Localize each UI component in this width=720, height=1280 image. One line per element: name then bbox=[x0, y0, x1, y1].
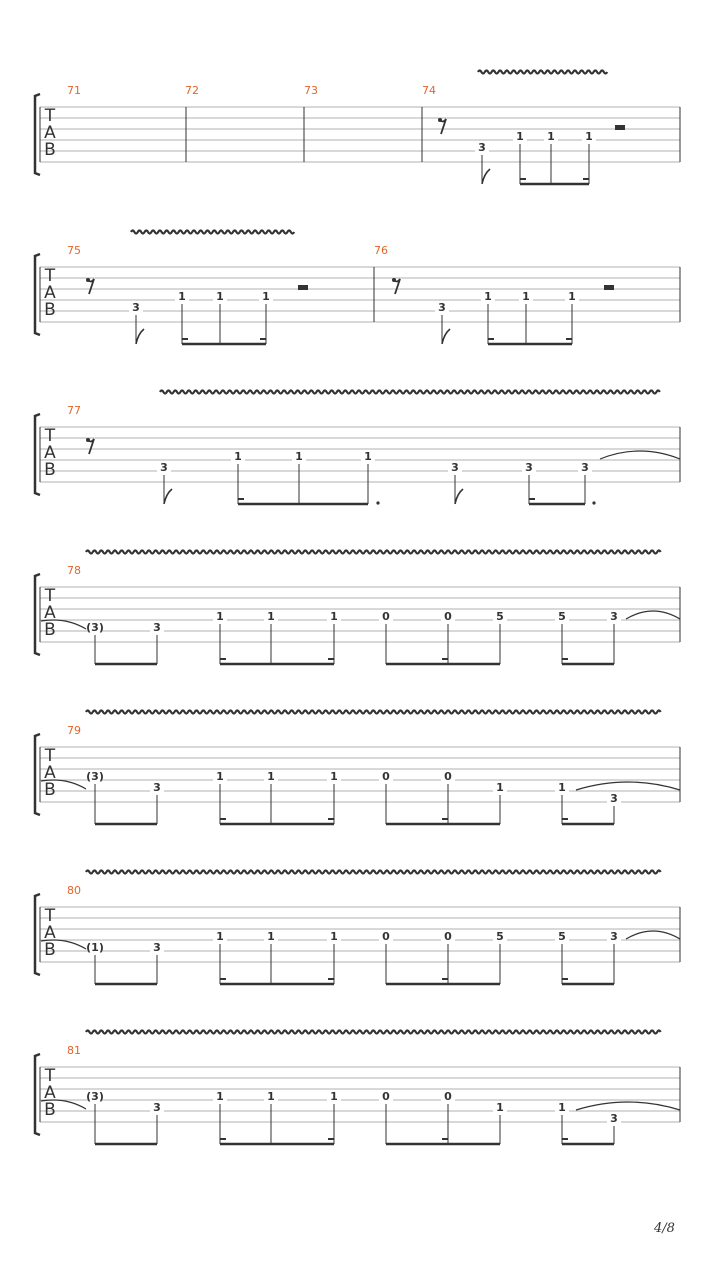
fret-number: 1 bbox=[558, 781, 566, 794]
fret-number: 1 bbox=[216, 1090, 224, 1103]
fret-number: 3 bbox=[153, 781, 161, 794]
system-bracket bbox=[35, 894, 40, 975]
fret-number: 1 bbox=[262, 290, 270, 303]
fret-number: 3 bbox=[581, 461, 589, 474]
clef-letter-t: T bbox=[44, 266, 56, 286]
fret-number: 3 bbox=[153, 1101, 161, 1114]
eighth-rest-dot bbox=[86, 278, 90, 282]
measure-number: 80 bbox=[67, 884, 81, 897]
measure-number: 71 bbox=[67, 84, 81, 97]
clef-letter-b: B bbox=[44, 140, 56, 160]
tie bbox=[626, 611, 680, 619]
system-bracket bbox=[35, 414, 40, 495]
fret-number: 3 bbox=[438, 301, 446, 314]
clef-letter-a: A bbox=[44, 1083, 56, 1103]
fret-number: 5 bbox=[558, 610, 566, 623]
system-bracket bbox=[35, 94, 40, 175]
vibrato-line bbox=[86, 551, 661, 554]
clef-letter-b: B bbox=[44, 460, 56, 480]
fret-number: 3 bbox=[160, 461, 168, 474]
fret-number: 1 bbox=[216, 290, 224, 303]
fret-number: 3 bbox=[451, 461, 459, 474]
fret-number: 3 bbox=[153, 941, 161, 954]
fret-number: 1 bbox=[267, 1090, 275, 1103]
clef-letter-a: A bbox=[44, 123, 56, 143]
fret-number: 1 bbox=[234, 450, 242, 463]
fret-number: 1 bbox=[178, 290, 186, 303]
rhythm-dot bbox=[376, 501, 379, 504]
half-rest bbox=[615, 125, 625, 130]
system-3 bbox=[35, 391, 680, 505]
clef-letter-a: A bbox=[44, 923, 56, 943]
fret-number: 1 bbox=[216, 610, 224, 623]
fret-number: 3 bbox=[525, 461, 533, 474]
clef-letter-a: A bbox=[44, 763, 56, 783]
fret-number: 3 bbox=[478, 141, 486, 154]
fret-number: 1 bbox=[547, 130, 555, 143]
measure-number: 74 bbox=[422, 84, 436, 97]
vibrato-line bbox=[160, 391, 660, 394]
system-4 bbox=[35, 551, 680, 665]
fret-number: 1 bbox=[496, 781, 504, 794]
clef-letter-t: T bbox=[44, 1066, 56, 1086]
fret-number: 1 bbox=[295, 450, 303, 463]
fret-number: (1) bbox=[86, 941, 104, 954]
clef-letter-t: T bbox=[44, 906, 56, 926]
fret-number: 5 bbox=[558, 930, 566, 943]
system-5 bbox=[35, 711, 680, 825]
fret-number: 0 bbox=[444, 1090, 452, 1103]
clef-letter-b: B bbox=[44, 620, 56, 640]
note-flag bbox=[442, 329, 450, 344]
system-bracket bbox=[35, 254, 40, 335]
fret-number: 3 bbox=[132, 301, 140, 314]
fret-number: 1 bbox=[330, 930, 338, 943]
measure-number: 81 bbox=[67, 1044, 81, 1057]
fret-number: 3 bbox=[610, 1112, 618, 1125]
tie bbox=[600, 451, 680, 459]
fret-number: 0 bbox=[382, 770, 390, 783]
clef-letter-t: T bbox=[44, 746, 56, 766]
fret-number: 1 bbox=[267, 770, 275, 783]
measure-number: 72 bbox=[185, 84, 199, 97]
measure-number: 79 bbox=[67, 724, 81, 737]
clef-letter-b: B bbox=[44, 940, 56, 960]
clef-letter-b: B bbox=[44, 780, 56, 800]
clef-letter-a: A bbox=[44, 443, 56, 463]
tie bbox=[576, 782, 680, 790]
fret-number: 0 bbox=[444, 930, 452, 943]
fret-number: 1 bbox=[484, 290, 492, 303]
system-1 bbox=[35, 71, 680, 185]
measure-number: 75 bbox=[67, 244, 81, 257]
eighth-rest-dot bbox=[392, 278, 396, 282]
fret-number: 1 bbox=[364, 450, 372, 463]
fret-number: 1 bbox=[216, 770, 224, 783]
tie bbox=[626, 931, 680, 939]
fret-number: 0 bbox=[382, 930, 390, 943]
half-rest bbox=[298, 285, 308, 290]
measure-number: 78 bbox=[67, 564, 81, 577]
vibrato-line bbox=[478, 71, 607, 74]
measure-number: 77 bbox=[67, 404, 81, 417]
fret-number: 3 bbox=[610, 610, 618, 623]
clef-letter-a: A bbox=[44, 603, 56, 623]
fret-number: 5 bbox=[496, 930, 504, 943]
vibrato-line bbox=[86, 1031, 661, 1034]
vibrato-line bbox=[131, 231, 294, 234]
vibrato-line bbox=[86, 711, 661, 714]
rhythm-dot bbox=[592, 501, 595, 504]
note-flag bbox=[164, 489, 172, 504]
clef-letter-a: A bbox=[44, 283, 56, 303]
fret-number: 3 bbox=[153, 621, 161, 634]
clef-letter-b: B bbox=[44, 300, 56, 320]
system-bracket bbox=[35, 734, 40, 815]
fret-number: 5 bbox=[496, 610, 504, 623]
eighth-rest-dot bbox=[86, 438, 90, 442]
fret-number: 3 bbox=[610, 792, 618, 805]
fret-number: 1 bbox=[330, 770, 338, 783]
fret-number: 1 bbox=[496, 1101, 504, 1114]
fret-number: 1 bbox=[558, 1101, 566, 1114]
note-flag bbox=[482, 169, 490, 184]
fret-number: 1 bbox=[585, 130, 593, 143]
clef-letter-t: T bbox=[44, 426, 56, 446]
fret-number: 0 bbox=[382, 1090, 390, 1103]
system-6 bbox=[35, 871, 680, 985]
fret-number: 3 bbox=[610, 930, 618, 943]
clef-letter-b: B bbox=[44, 1100, 56, 1120]
measure-number: 73 bbox=[304, 84, 318, 97]
half-rest bbox=[604, 285, 614, 290]
fret-number: 1 bbox=[330, 1090, 338, 1103]
system-7 bbox=[35, 1031, 680, 1145]
fret-number: 0 bbox=[444, 770, 452, 783]
clef-letter-t: T bbox=[44, 586, 56, 606]
fret-number: 1 bbox=[522, 290, 530, 303]
clef-letter-t: T bbox=[44, 106, 56, 126]
system-bracket bbox=[35, 1054, 40, 1135]
fret-number: (3) bbox=[86, 621, 104, 634]
fret-number: 1 bbox=[516, 130, 524, 143]
note-flag bbox=[455, 489, 463, 504]
fret-number: 0 bbox=[382, 610, 390, 623]
fret-number: (3) bbox=[86, 1090, 104, 1103]
fret-number: (3) bbox=[86, 770, 104, 783]
fret-number: 1 bbox=[267, 610, 275, 623]
fret-number: 1 bbox=[568, 290, 576, 303]
eighth-rest-dot bbox=[438, 118, 442, 122]
fret-number: 1 bbox=[330, 610, 338, 623]
vibrato-line bbox=[86, 871, 661, 874]
note-flag bbox=[136, 329, 144, 344]
fret-number: 0 bbox=[444, 610, 452, 623]
fret-number: 1 bbox=[267, 930, 275, 943]
system-2 bbox=[35, 231, 680, 345]
system-bracket bbox=[35, 574, 40, 655]
tie bbox=[576, 1102, 680, 1110]
page-number: 4/8 bbox=[654, 1221, 675, 1236]
fret-number: 1 bbox=[216, 930, 224, 943]
measure-number: 76 bbox=[374, 244, 388, 257]
